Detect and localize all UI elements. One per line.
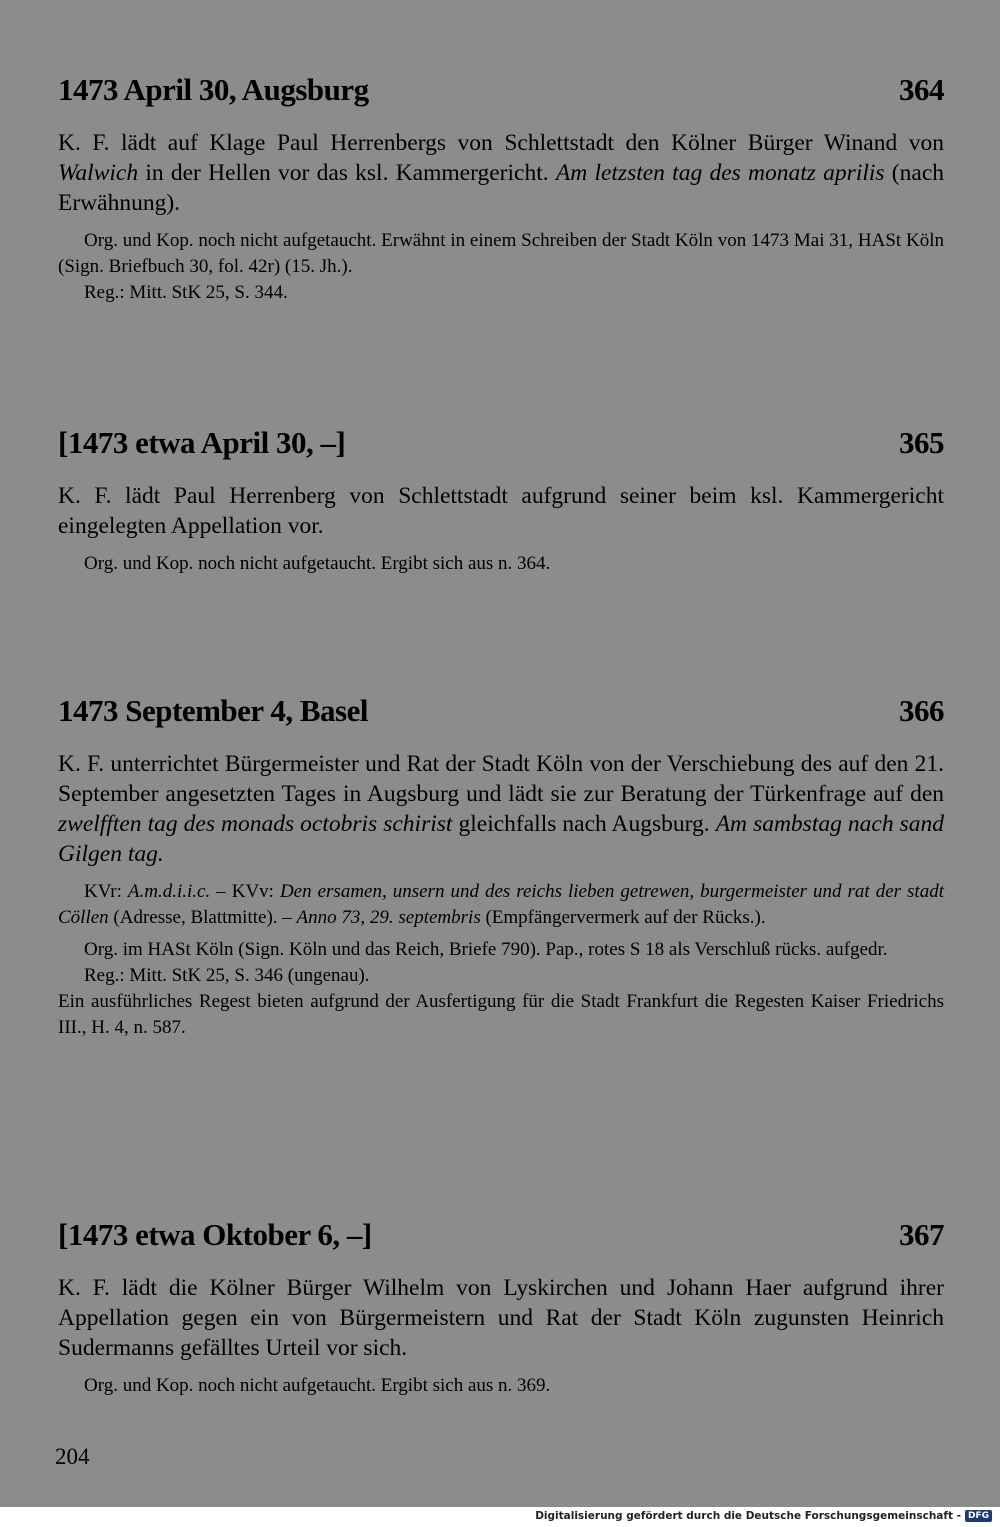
entry-number: 367 [899,1217,944,1252]
entry-number: 365 [899,425,944,460]
footer-text: Digitalisierung gefördert durch die Deutsche Forschungsgemeinschaft - [535,1510,961,1522]
entry-summary: K. F. lädt Paul Herrenberg von Schlettstadt aufgrund seiner beim ksl. Kammergericht eingelegten Appellation vor. [58,483,944,539]
entry-heading [58,425,944,461]
page-number: 204 [55,1444,90,1469]
regest-entry-364 [58,72,944,306]
regest-entry-365 [58,425,944,577]
regest-reference: Reg.: Mitt. StK 25, S. 346 (ungenau). [84,965,370,986]
entry-summary: K. F. lädt die Kölner Bürger Wilhelm von Lyskirchen und Johann Haer aufgrund ihrer Appellation gegen ein von Bürgermeistern und Rat der Stadt Köln zugunsten Heinrich Sudermanns gefälltes Urteil vor sich. [58,1275,944,1361]
regest-reference: Reg.: Mitt. StK 25, S. 344. [84,282,288,303]
entry-heading [58,72,944,108]
entry-date-place: [1473 etwa Oktober 6, –] [58,1217,372,1252]
digitization-footer [535,1510,992,1522]
entry-summary: K. F. unterrichtet Bürgermeister und Rat der Stadt Köln von der Verschiebung des auf den 21. September angesetzten Tages in Augsburg und lädt sie zur Beratung der Türkenfrage auf den zwelfften tag des monads octobris schirist gleichfalls nach Augsburg. Am sambstag nach sand Gilgen tag. [58,751,945,867]
entry-date-place: 1473 April 30, Augsburg [58,72,369,107]
entry-heading [58,1217,944,1253]
regest-entry-367 [58,1217,944,1399]
additional-note: Ein ausführliches Regest bieten aufgrund der Ausfertigung für die Stadt Frankfurt die Regesten Kaiser Friedrichs III., H. 4, n. 587. [58,991,944,1038]
source-note: Org. im HASt Köln (Sign. Köln und das Reich, Briefe 790). Pap., rotes S 18 als Verschluß rücks. aufgedr. [84,939,888,960]
entry-date-place: 1473 September 4, Basel [58,693,368,728]
source-note: Org. und Kop. noch nicht aufgetaucht. Erwähnt in einem Schreiben der Stadt Köln von 1473 Mai 31, HASt Köln (Sign. Briefbuch 30, fol. 42r) (15. Jh.). [58,230,944,277]
entry-summary: K. F. lädt auf Klage Paul Herrenbergs von Schlettstadt den Kölner Bürger Winand von Walwich in der Hellen vor das ksl. Kammergericht. Am letzsten tag des monatz aprilis (nach Erwähnung). [58,130,944,216]
entry-number: 366 [899,693,944,728]
regest-entry-366 [58,693,944,1041]
endorsement-note: KVr: A.m.d.i.i.c. – KVv: Den ersamen, unsern und des reichs lieben getrewen, burgermeister und rat der stadt Cöllen (Adresse, Blattmitte). – Anno 73, 29. septembris (Empfängervermerk auf der Rücks.). [58,881,944,928]
entry-date-place: [1473 etwa April 30, –] [58,425,346,460]
source-note: Org. und Kop. noch nicht aufgetaucht. Ergibt sich aus n. 369. [84,1375,551,1396]
dfg-logo: DFG [965,1510,992,1522]
entry-number: 364 [899,72,944,107]
source-note: Org. und Kop. noch nicht aufgetaucht. Ergibt sich aus n. 364. [84,553,551,574]
entry-heading [58,693,944,729]
